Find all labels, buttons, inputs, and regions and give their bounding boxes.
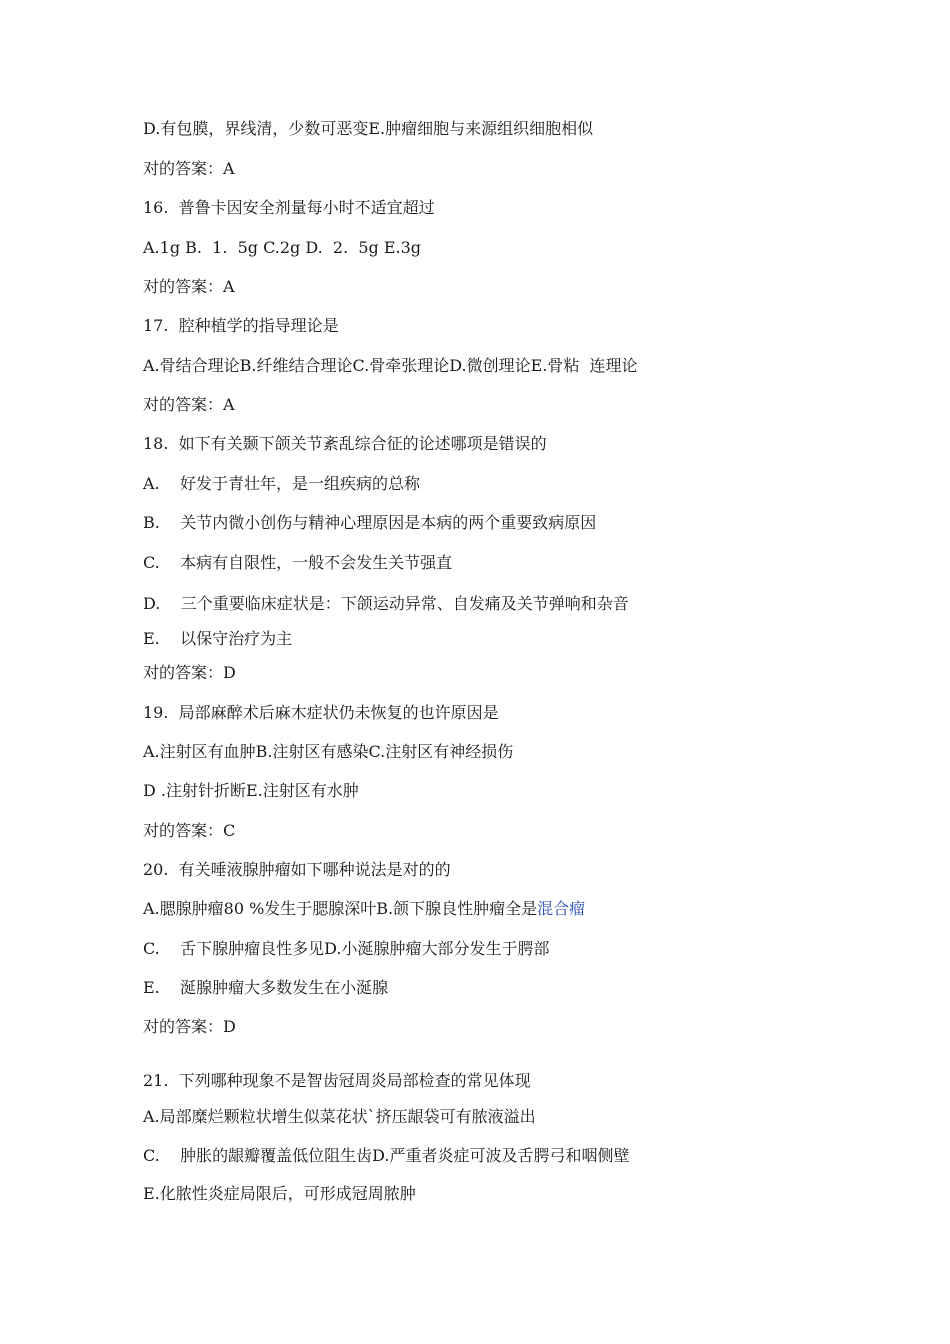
mixed-tumor-link[interactable]: 混合瘤 [537, 899, 586, 918]
option-line: D .注射针折断E.注射区有水肿 [143, 781, 359, 800]
answer-line: 对的答案：D [143, 1017, 236, 1036]
option-line: A.骨结合理论B.纤维结合理论C.骨牵张理论D.微创理论E.骨粘 连理论 [143, 356, 638, 375]
option-line: D. 三个重要临床症状是：下颌运动异常、自发痛及关节弹响和杂音 [143, 594, 629, 613]
option-line: E. 涎腺肿瘤大多数发生在小涎腺 [143, 978, 389, 997]
option-line: C. 肿胀的龈瓣覆盖低位阻生齿D.严重者炎症可波及舌腭弓和咽侧壁 [143, 1146, 630, 1165]
option-line: D.有包膜，界线清，少数可恶变E.肿瘤细胞与来源组织细胞相似 [143, 119, 594, 138]
option-text: A.腮腺肿瘤80 %发生于腮腺深叶B.颌下腺良性肿瘤全是 [143, 899, 538, 918]
question-18: 18. 如下有关颞下颌关节紊乱综合征的论述哪项是错误的 [143, 434, 547, 453]
question-20: 20. 有关唾液腺肿瘤如下哪种说法是对的的 [143, 860, 451, 879]
option-line: A.1g B. 1. 5g C.2g D. 2. 5g E.3g [143, 238, 422, 257]
option-line: A.局部糜烂颗粒状增生似菜花状`挤压龈袋可有脓液溢出 [143, 1107, 536, 1126]
question-17: 17. 腔种植学的指导理论是 [143, 316, 339, 335]
option-line: A. 好发于青壮年，是一组疾病的总称 [143, 474, 420, 493]
option-line: C. 本病有自限性，一般不会发生关节强直 [143, 553, 453, 572]
option-line: C. 舌下腺肿瘤良性多见D.小涎腺肿瘤大部分发生于腭部 [143, 939, 550, 958]
answer-line: 对的答案：A [143, 395, 235, 414]
answer-line: 对的答案：D [143, 663, 236, 682]
question-19: 19. 局部麻醉术后麻木症状仍未恢复的也许原因是 [143, 703, 499, 722]
option-line: E.化脓性炎症局限后，可形成冠周脓肿 [143, 1184, 416, 1203]
option-line: B. 关节内微小创伤与精神心理原因是本病的两个重要致病原因 [143, 513, 597, 532]
answer-line: 对的答案：C [143, 821, 236, 840]
answer-line: 对的答案：A [143, 277, 235, 296]
option-line: A.注射区有血肿B.注射区有感染C.注射区有神经损伤 [143, 742, 514, 761]
question-21: 21. 下列哪种现象不是智齿冠周炎局部检查的常见体现 [143, 1071, 531, 1090]
option-line: E. 以保守治疗为主 [143, 629, 293, 648]
answer-line: 对的答案：A [143, 159, 235, 178]
question-16: 16. 普鲁卡因安全剂量每小时不适宜超过 [143, 198, 435, 217]
option-line-with-link [143, 899, 585, 919]
